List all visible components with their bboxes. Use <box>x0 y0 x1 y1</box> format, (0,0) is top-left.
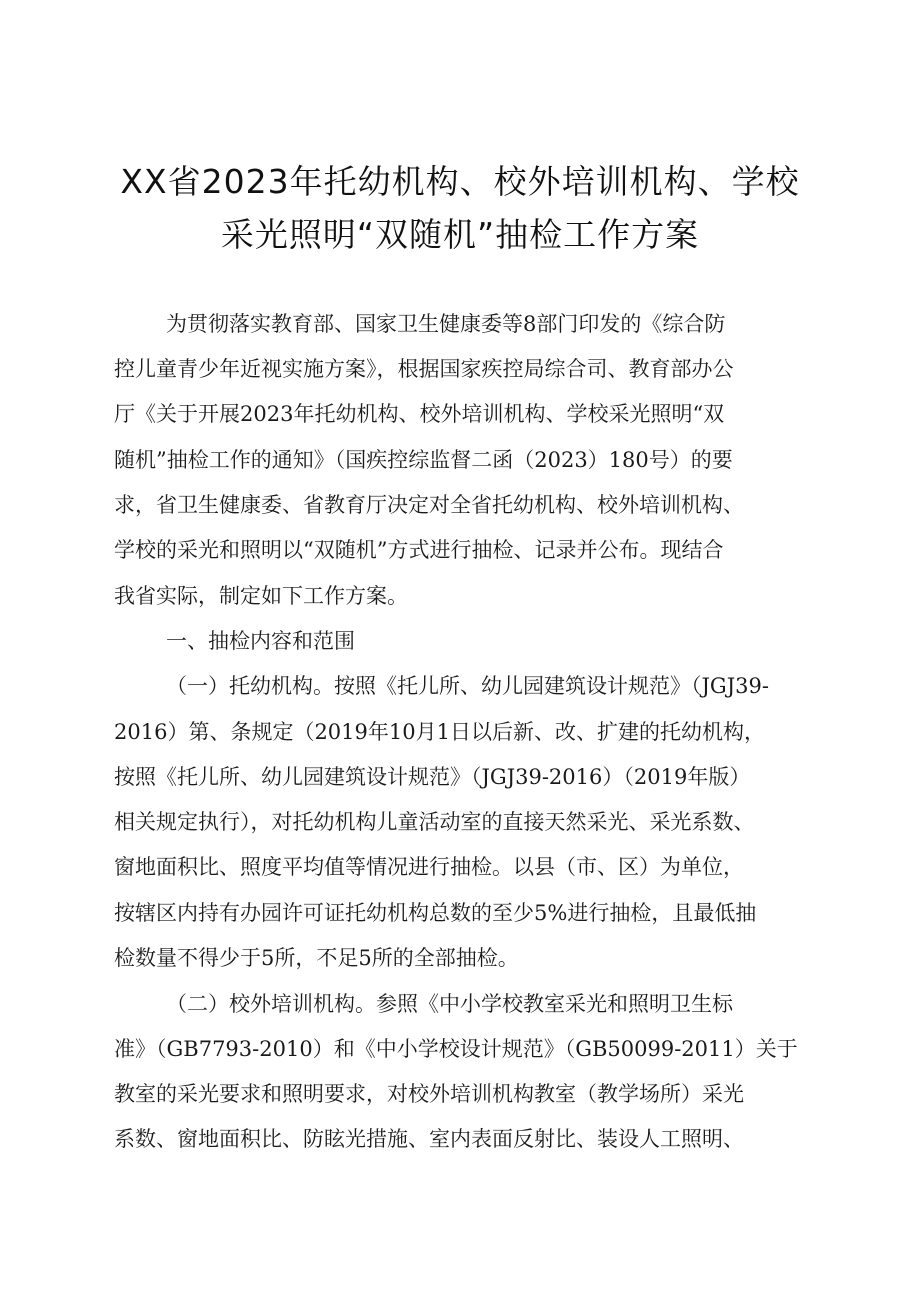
paragraph-line: 求，省卫生健康委、省教育厅决定对全省托幼机构、校外培训机构、 <box>114 493 744 517</box>
paragraph-line: 2016）第、条规定（2019年10月1日以后新、改、扩建的托幼机构， <box>114 720 765 744</box>
paragraph-line: 为贯彻落实教育部、国家卫生健康委等8部门印发的《综合防 <box>166 312 726 336</box>
paragraph-line: 准》（GB7793-2010）和《中小学校设计规范》（GB50099-2011）关于 <box>114 1037 798 1061</box>
paragraph-line: 检数量不得少于5所，不足5所的全部抽检。 <box>114 946 519 970</box>
paragraph-line: 学校的采光和照明以“双随机”方式进行抽检、记录并公布。现结合 <box>114 538 724 562</box>
paragraph-line: 相关规定执行），对托幼机构儿童活动室的直接天然采光、采光系数、 <box>114 810 755 834</box>
document-title-line-2: 采光照明“双随机”抽检工作方案 <box>220 215 700 254</box>
document-title-line-1: XX省2023年托幼机构、校外培训机构、学校 <box>120 162 800 201</box>
paragraph-line: 厅《关于开展2023年托幼机构、校外培训机构、学校采光照明“双 <box>114 402 725 426</box>
paragraph-line: 窗地面积比、照度平均值等情况进行抽检。以县（市、区）为单位， <box>114 855 744 879</box>
paragraph-line: 控儿童青少年近视实施方案》，根据国家疾控局综合司、教育部办公 <box>114 357 734 381</box>
paragraph-line: （一）托幼机构。按照《托儿所、幼儿园建筑设计规范》（JGJ39- <box>166 674 769 698</box>
paragraph-line: 随机”抽检工作的通知》（国疾控综监督二函（2023）180号）的要 <box>114 448 733 472</box>
paragraph-line: 按辖区内持有办园许可证托幼机构总数的至少5%进行抽检，且最低抽 <box>114 901 757 925</box>
paragraph-line: 教室的采光要求和照明要求，对校外培训机构教室（教学场所）采光 <box>114 1082 744 1106</box>
section-heading: 一、抽检内容和范围 <box>166 629 355 653</box>
paragraph-line: 我省实际，制定如下工作方案。 <box>114 584 408 608</box>
paragraph-line: 按照《托儿所、幼儿园建筑设计规范》（JGJ39-2016）（2019年版） <box>114 765 751 789</box>
paragraph-line: （二）校外培训机构。参照《中小学校教室采光和照明卫生标 <box>166 992 733 1016</box>
paragraph-line: 系数、窗地面积比、防眩光措施、室内表面反射比、装设人工照明、 <box>114 1127 744 1151</box>
